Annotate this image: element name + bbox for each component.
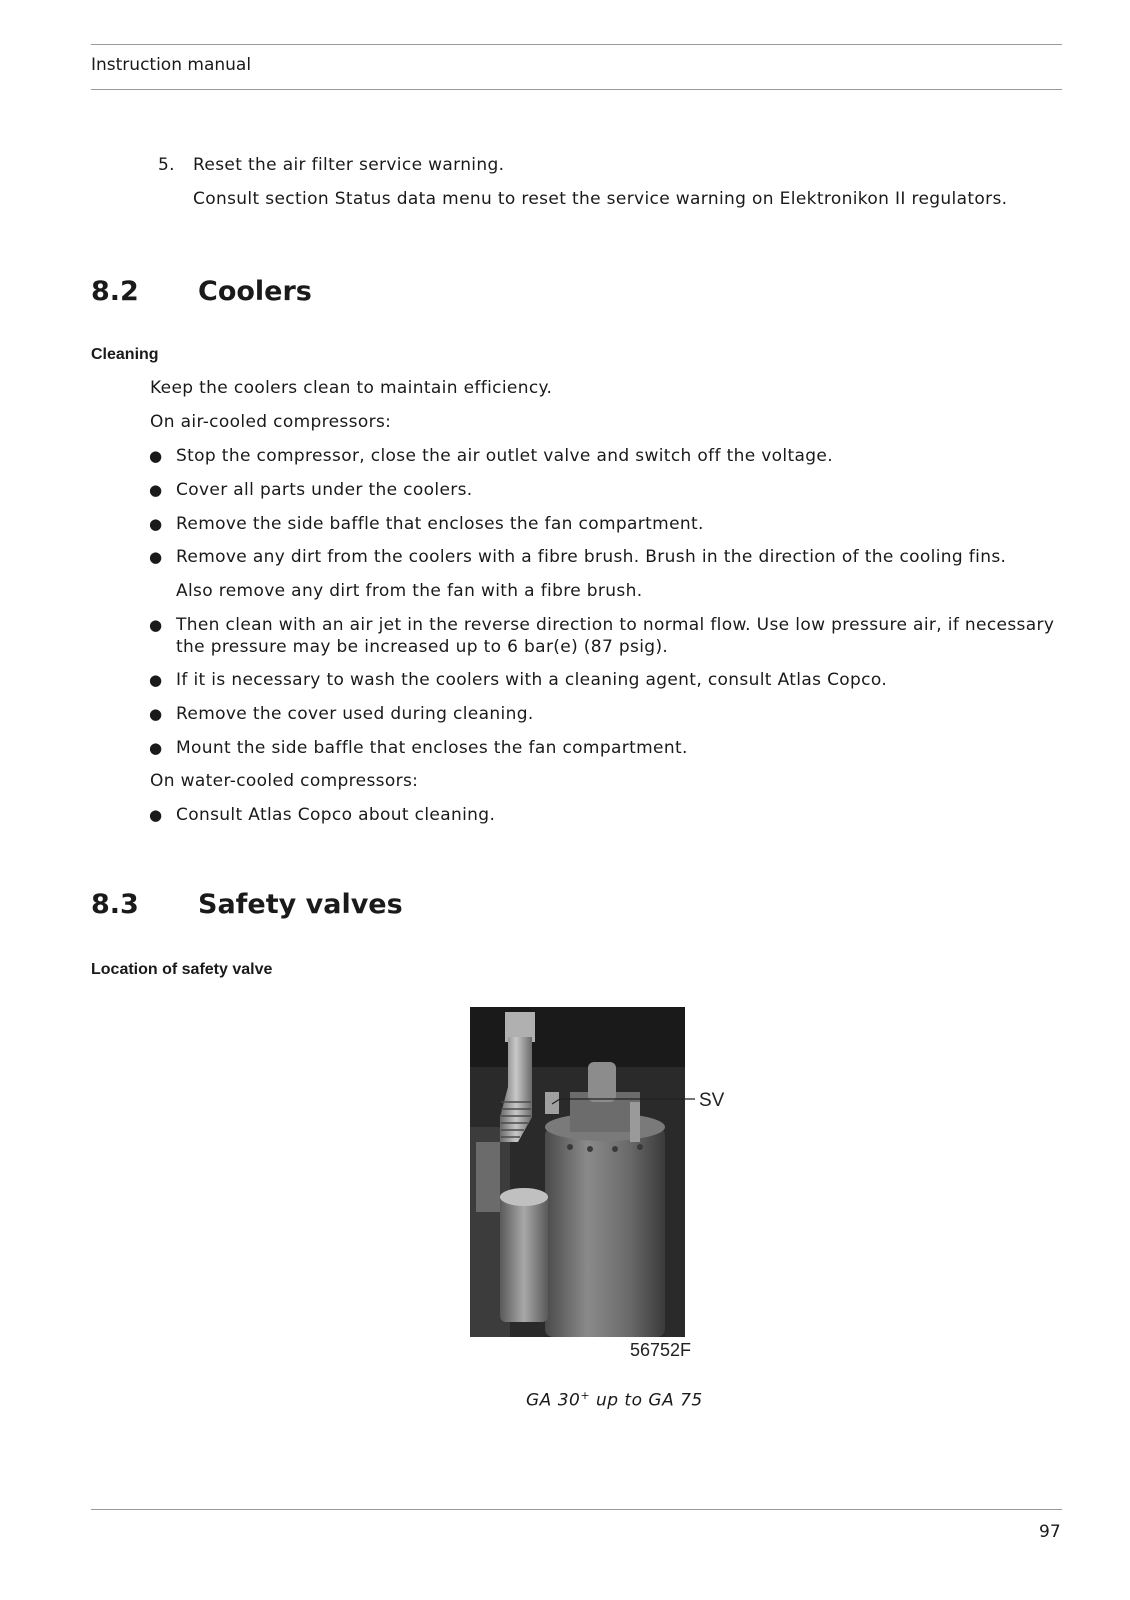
bullet-icon: ● bbox=[149, 548, 163, 566]
compressor-photo bbox=[470, 1007, 745, 1367]
list-item: Consult Atlas Copco about cleaning. bbox=[176, 805, 496, 825]
section-number: 8.3 bbox=[91, 889, 139, 920]
bullet-icon: ● bbox=[149, 616, 163, 634]
list-item: Remove the cover used during cleaning. bbox=[176, 704, 534, 724]
caption-model-from: GA 30 bbox=[526, 1390, 581, 1411]
caption-superscript: + bbox=[580, 1389, 591, 1402]
subheading: Cleaning bbox=[91, 346, 159, 363]
paragraph: On water-cooled compressors: bbox=[150, 771, 419, 791]
section-number: 8.2 bbox=[91, 276, 139, 307]
header-bottom-rule bbox=[91, 89, 1062, 90]
list-item: Remove the side baffle that encloses the fan compartment. bbox=[176, 514, 704, 534]
paragraph: On air-cooled compressors: bbox=[150, 412, 392, 432]
bullet-icon: ● bbox=[149, 806, 163, 824]
list-item-continuation: the pressure may be increased up to 6 bar(e) (87 psig). bbox=[176, 637, 669, 657]
caption-model-to: up to GA 75 bbox=[590, 1390, 703, 1411]
list-item: Remove any dirt from the coolers with a fibre brush. Brush in the direction of the cooling fins. bbox=[176, 547, 1007, 567]
figure-caption bbox=[526, 1389, 703, 1411]
bullet-icon: ● bbox=[149, 515, 163, 533]
list-item: Cover all parts under the coolers. bbox=[176, 480, 473, 500]
header-top-rule bbox=[91, 44, 1062, 45]
step-text: Reset the air filter service warning. bbox=[193, 155, 505, 175]
step-note: Consult section Status data menu to reset the service warning on Elektronikon II regulators. bbox=[193, 189, 1008, 209]
list-item: Mount the side baffle that encloses the fan compartment. bbox=[176, 738, 688, 758]
section-title: Safety valves bbox=[198, 889, 403, 920]
figure bbox=[470, 1007, 745, 1367]
bullet-icon: ● bbox=[149, 671, 163, 689]
list-item: Stop the compressor, close the air outlet valve and switch off the voltage. bbox=[176, 446, 833, 466]
page-number: 97 bbox=[1039, 1522, 1061, 1542]
list-item-continuation: Also remove any dirt from the fan with a fibre brush. bbox=[176, 581, 643, 601]
callout-label: SV bbox=[699, 1090, 725, 1111]
subheading: Location of safety valve bbox=[91, 961, 273, 978]
step-number: 5. bbox=[158, 155, 175, 175]
list-item: If it is necessary to wash the coolers with a cleaning agent, consult Atlas Copco. bbox=[176, 670, 888, 690]
section-title: Coolers bbox=[198, 276, 312, 307]
footer-rule bbox=[91, 1509, 1062, 1510]
list-item: Then clean with an air jet in the reverse direction to normal flow. Use low pressure air, if necessary bbox=[176, 615, 1055, 635]
bullet-icon: ● bbox=[149, 739, 163, 757]
image-code: 56752F bbox=[630, 1340, 692, 1360]
bullet-icon: ● bbox=[149, 705, 163, 723]
paragraph: Keep the coolers clean to maintain efficiency. bbox=[150, 378, 553, 398]
bullet-icon: ● bbox=[149, 447, 163, 465]
header-title: Instruction manual bbox=[91, 55, 252, 75]
bullet-icon: ● bbox=[149, 481, 163, 499]
